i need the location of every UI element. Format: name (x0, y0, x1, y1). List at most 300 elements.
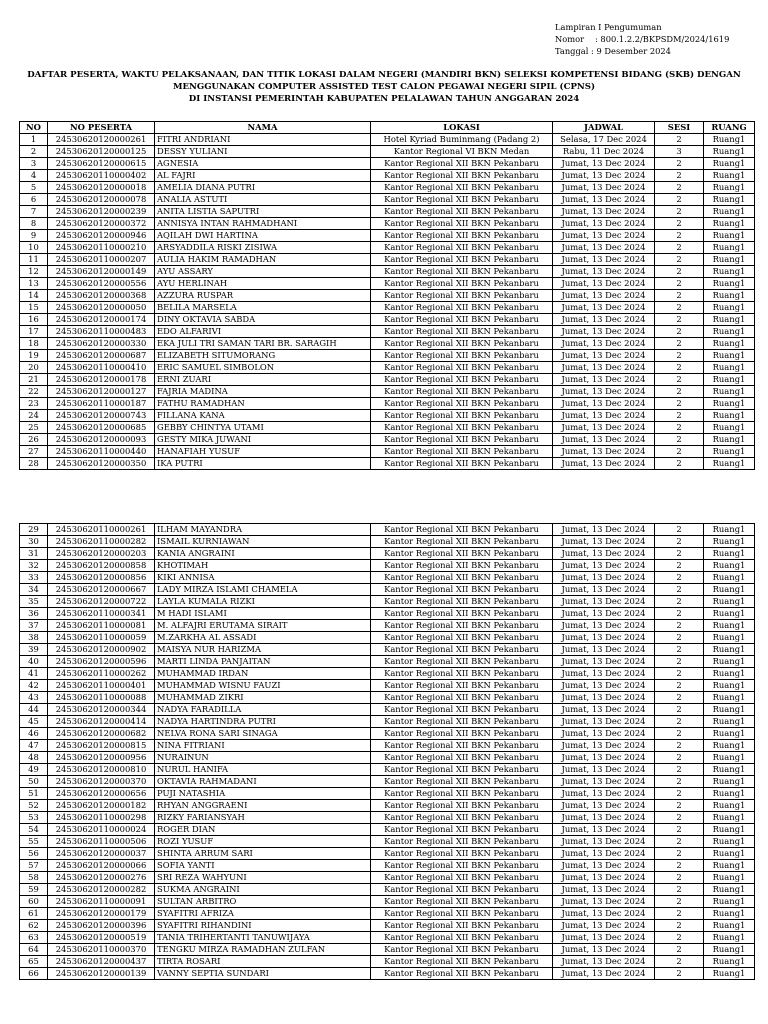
cell-lokasi: Kantor Regional XII BKN Pekanbaru (371, 458, 553, 470)
cell-sesi: 2 (655, 410, 704, 422)
cell-jadwal: Jumat, 13 Dec 2024 (553, 254, 655, 266)
table-row (20, 410, 755, 422)
cell-ruang: Ruang1 (704, 968, 755, 980)
cell-no-peserta: 24530620120000810 (48, 764, 155, 776)
cell-jadwal: Jumat, 13 Dec 2024 (553, 836, 655, 848)
cell-lokasi: Kantor Regional XII BKN Pekanbaru (371, 716, 553, 728)
cell-ruang: Ruang1 (704, 218, 755, 230)
cell-no-peserta: 24530620110000261 (48, 524, 155, 536)
cell-ruang: Ruang1 (704, 170, 755, 182)
cell-no-peserta: 24530620120000596 (48, 656, 155, 668)
cell-jadwal: Jumat, 13 Dec 2024 (553, 908, 655, 920)
cell-nama: LAYLA KUMALA RIZKI (155, 596, 371, 608)
tanggal-label: Tanggal (555, 46, 589, 56)
cell-no: 31 (20, 548, 48, 560)
cell-nama: ELIZABETH SITUMORANG (155, 350, 371, 362)
cell-ruang: Ruang1 (704, 386, 755, 398)
cell-ruang: Ruang1 (704, 254, 755, 266)
cell-no-peserta: 24530620120000149 (48, 266, 155, 278)
cell-jadwal: Jumat, 13 Dec 2024 (553, 788, 655, 800)
cell-sesi: 2 (655, 242, 704, 254)
cell-sesi: 2 (655, 776, 704, 788)
cell-ruang: Ruang1 (704, 800, 755, 812)
cell-no: 65 (20, 956, 48, 968)
cell-lokasi: Kantor Regional XII BKN Pekanbaru (371, 422, 553, 434)
cell-no: 22 (20, 386, 48, 398)
cell-jadwal: Jumat, 13 Dec 2024 (553, 158, 655, 170)
cell-nama: SYAFITRI AFRIZA (155, 908, 371, 920)
table-row (20, 692, 755, 704)
cell-sesi: 2 (655, 170, 704, 182)
table-row (20, 422, 755, 434)
cell-no: 33 (20, 572, 48, 584)
cell-nama: MAISYA NUR HARIZMA (155, 644, 371, 656)
cell-no-peserta: 24530620110000370 (48, 944, 155, 956)
cell-lokasi: Kantor Regional XII BKN Pekanbaru (371, 374, 553, 386)
cell-ruang: Ruang1 (704, 194, 755, 206)
cell-ruang: Ruang1 (704, 620, 755, 632)
cell-no: 59 (20, 884, 48, 896)
cell-ruang: Ruang1 (704, 362, 755, 374)
cell-jadwal: Jumat, 13 Dec 2024 (553, 170, 655, 182)
cell-ruang: Ruang1 (704, 182, 755, 194)
cell-jadwal: Jumat, 13 Dec 2024 (553, 524, 655, 536)
table-row (20, 524, 755, 536)
cell-no-peserta: 24530620120000682 (48, 728, 155, 740)
cell-no: 32 (20, 560, 48, 572)
cell-no-peserta: 24530620120000174 (48, 314, 155, 326)
cell-jadwal: Jumat, 13 Dec 2024 (553, 548, 655, 560)
table-row (20, 560, 755, 572)
col-header-lokasi: LOKASI (371, 122, 553, 134)
cell-jadwal: Jumat, 13 Dec 2024 (553, 764, 655, 776)
cell-no: 60 (20, 896, 48, 908)
title-line-1: DAFTAR PESERTA, WAKTU PELAKSANAAN, DAN TITIK LOKASI DALAM NEGERI (MANDIRI BKN) SELEKSI KOMPETENSI BIDANG (SKB) DENGAN (27, 70, 741, 80)
cell-no: 55 (20, 836, 48, 848)
cell-lokasi: Kantor Regional XII BKN Pekanbaru (371, 932, 553, 944)
cell-ruang: Ruang1 (704, 896, 755, 908)
cell-lokasi: Kantor Regional XII BKN Pekanbaru (371, 170, 553, 182)
cell-lokasi: Kantor Regional XII BKN Pekanbaru (371, 230, 553, 242)
cell-jadwal: Jumat, 13 Dec 2024 (553, 410, 655, 422)
cell-no: 46 (20, 728, 48, 740)
cell-no: 15 (20, 302, 48, 314)
cell-sesi: 2 (655, 764, 704, 776)
cell-lokasi: Kantor Regional XII BKN Pekanbaru (371, 446, 553, 458)
cell-lokasi: Kantor Regional XII BKN Pekanbaru (371, 692, 553, 704)
cell-no-peserta: 24530620120000370 (48, 776, 155, 788)
cell-ruang: Ruang1 (704, 788, 755, 800)
cell-no: 7 (20, 206, 48, 218)
cell-lokasi: Kantor Regional XII BKN Pekanbaru (371, 920, 553, 932)
cell-lokasi: Kantor Regional XII BKN Pekanbaru (371, 386, 553, 398)
cell-nama: NURUL HANIFA (155, 764, 371, 776)
cell-nama: TIRTA ROSARI (155, 956, 371, 968)
cell-ruang: Ruang1 (704, 290, 755, 302)
cell-jadwal: Jumat, 13 Dec 2024 (553, 944, 655, 956)
cell-lokasi: Kantor Regional XII BKN Pekanbaru (371, 302, 553, 314)
cell-sesi: 2 (655, 194, 704, 206)
cell-ruang: Ruang1 (704, 242, 755, 254)
table-row (20, 398, 755, 410)
cell-no: 18 (20, 338, 48, 350)
cell-sesi: 2 (655, 668, 704, 680)
table-row (20, 572, 755, 584)
table-row (20, 158, 755, 170)
cell-sesi: 2 (655, 584, 704, 596)
nomor-line (555, 33, 729, 45)
cell-no: 28 (20, 458, 48, 470)
cell-nama: GEBBY CHINTYA UTAMI (155, 422, 371, 434)
table-row (20, 788, 755, 800)
cell-no-peserta: 24530620110000088 (48, 692, 155, 704)
cell-jadwal: Selasa, 17 Dec 2024 (553, 134, 655, 146)
table-row (20, 242, 755, 254)
cell-nama: M. ALFAJRI ERUTAMA SIRAIT (155, 620, 371, 632)
cell-sesi: 2 (655, 680, 704, 692)
cell-jadwal: Jumat, 13 Dec 2024 (553, 350, 655, 362)
cell-jadwal: Jumat, 13 Dec 2024 (553, 446, 655, 458)
cell-lokasi: Kantor Regional XII BKN Pekanbaru (371, 218, 553, 230)
table-row (20, 146, 755, 158)
cell-no: 19 (20, 350, 48, 362)
cell-no: 26 (20, 434, 48, 446)
cell-no: 56 (20, 848, 48, 860)
nomor-value: : 800.1.2.2/BKPSDM/2024/1619 (595, 34, 730, 44)
cell-no: 11 (20, 254, 48, 266)
cell-sesi: 2 (655, 836, 704, 848)
cell-lokasi: Kantor Regional XII BKN Pekanbaru (371, 632, 553, 644)
cell-jadwal: Jumat, 13 Dec 2024 (553, 740, 655, 752)
table-row (20, 278, 755, 290)
cell-nama: ERNI ZUARI (155, 374, 371, 386)
cell-nama: AYU ASSARY (155, 266, 371, 278)
cell-no-peserta: 24530620110000207 (48, 254, 155, 266)
table-row (20, 254, 755, 266)
cell-sesi: 2 (655, 572, 704, 584)
cell-ruang: Ruang1 (704, 932, 755, 944)
participant-table-part-2 (19, 523, 755, 980)
table-row (20, 800, 755, 812)
cell-lokasi: Kantor Regional XII BKN Pekanbaru (371, 572, 553, 584)
cell-no: 37 (20, 620, 48, 632)
cell-sesi: 2 (655, 956, 704, 968)
cell-jadwal: Jumat, 13 Dec 2024 (553, 632, 655, 644)
cell-no: 8 (20, 218, 48, 230)
cell-nama: SYAFITRI RIHANDINI (155, 920, 371, 932)
cell-lokasi: Kantor Regional XII BKN Pekanbaru (371, 524, 553, 536)
cell-sesi: 2 (655, 788, 704, 800)
cell-lokasi: Kantor Regional XII BKN Pekanbaru (371, 620, 553, 632)
cell-ruang: Ruang1 (704, 446, 755, 458)
cell-no: 40 (20, 656, 48, 668)
cell-ruang: Ruang1 (704, 158, 755, 170)
cell-nama: AL FAJRI (155, 170, 371, 182)
cell-sesi: 2 (655, 824, 704, 836)
cell-sesi: 2 (655, 620, 704, 632)
table-row (20, 434, 755, 446)
cell-lokasi: Kantor Regional XII BKN Pekanbaru (371, 848, 553, 860)
cell-no-peserta: 24530620120000667 (48, 584, 155, 596)
cell-sesi: 2 (655, 860, 704, 872)
cell-jadwal: Jumat, 13 Dec 2024 (553, 314, 655, 326)
cell-no-peserta: 24530620110000091 (48, 896, 155, 908)
cell-ruang: Ruang1 (704, 338, 755, 350)
table-row (20, 704, 755, 716)
cell-jadwal: Jumat, 13 Dec 2024 (553, 896, 655, 908)
cell-nama: SULTAN ARBITRO (155, 896, 371, 908)
cell-sesi: 2 (655, 434, 704, 446)
cell-ruang: Ruang1 (704, 704, 755, 716)
table-row (20, 374, 755, 386)
table-row (20, 752, 755, 764)
cell-no: 2 (20, 146, 48, 158)
cell-nama: MUHAMMAD IRDAN (155, 668, 371, 680)
cell-nama: ANALIA ASTUTI (155, 194, 371, 206)
cell-sesi: 2 (655, 302, 704, 314)
cell-no: 4 (20, 170, 48, 182)
cell-lokasi: Kantor Regional XII BKN Pekanbaru (371, 884, 553, 896)
cell-jadwal: Jumat, 13 Dec 2024 (553, 956, 655, 968)
cell-jadwal: Jumat, 13 Dec 2024 (553, 278, 655, 290)
attachment-line: Lampiran I Pengumuman (555, 22, 662, 32)
cell-nama: ILHAM MAYANDRA (155, 524, 371, 536)
cell-no-peserta: 24530620120000956 (48, 752, 155, 764)
cell-nama: FILLANA KANA (155, 410, 371, 422)
cell-nama: OKTAVIA RAHMADANI (155, 776, 371, 788)
cell-ruang: Ruang1 (704, 584, 755, 596)
cell-sesi: 2 (655, 350, 704, 362)
cell-nama: NURAINUN (155, 752, 371, 764)
table-row (20, 548, 755, 560)
cell-sesi: 2 (655, 728, 704, 740)
cell-nama: DESSY YULIANI (155, 146, 371, 158)
table-row (20, 908, 755, 920)
cell-nama: MUHAMMAD ZIKRI (155, 692, 371, 704)
cell-lokasi: Kantor Regional XII BKN Pekanbaru (371, 560, 553, 572)
cell-sesi: 2 (655, 716, 704, 728)
cell-sesi: 2 (655, 290, 704, 302)
cell-sesi: 2 (655, 908, 704, 920)
cell-nama: BELILA MARSELA (155, 302, 371, 314)
cell-nama: FITRI ANDRIANI (155, 134, 371, 146)
cell-nama: M.ZARKHA AL ASSADI (155, 632, 371, 644)
table-row (20, 290, 755, 302)
cell-lokasi: Kantor Regional XII BKN Pekanbaru (371, 362, 553, 374)
cell-lokasi: Kantor Regional XII BKN Pekanbaru (371, 944, 553, 956)
table-row (20, 596, 755, 608)
cell-jadwal: Jumat, 13 Dec 2024 (553, 230, 655, 242)
cell-sesi: 2 (655, 608, 704, 620)
cell-no: 63 (20, 932, 48, 944)
cell-sesi: 2 (655, 182, 704, 194)
cell-sesi: 2 (655, 218, 704, 230)
cell-jadwal: Jumat, 13 Dec 2024 (553, 434, 655, 446)
cell-no: 29 (20, 524, 48, 536)
cell-no: 64 (20, 944, 48, 956)
cell-no: 27 (20, 446, 48, 458)
cell-ruang: Ruang1 (704, 860, 755, 872)
cell-sesi: 2 (655, 884, 704, 896)
cell-nama: DINY OKTAVIA SABDA (155, 314, 371, 326)
cell-ruang: Ruang1 (704, 644, 755, 656)
table-row (20, 446, 755, 458)
cell-sesi: 2 (655, 740, 704, 752)
cell-nama: EKA JULI TRI SAMAN TARI BR. SARAGIH (155, 338, 371, 350)
table-row (20, 386, 755, 398)
cell-sesi: 2 (655, 896, 704, 908)
cell-ruang: Ruang1 (704, 812, 755, 824)
cell-nama: TANIA TRIHERTANTI TANUWIJAYA (155, 932, 371, 944)
cell-no-peserta: 24530620120000743 (48, 410, 155, 422)
cell-ruang: Ruang1 (704, 920, 755, 932)
cell-nama: VANNY SEPTIA SUNDARI (155, 968, 371, 980)
table-row (20, 182, 755, 194)
cell-nama: EDO ALFARIVI (155, 326, 371, 338)
cell-sesi: 2 (655, 632, 704, 644)
table-row (20, 230, 755, 242)
cell-ruang: Ruang1 (704, 692, 755, 704)
cell-sesi: 2 (655, 800, 704, 812)
cell-ruang: Ruang1 (704, 872, 755, 884)
cell-lokasi: Kantor Regional XII BKN Pekanbaru (371, 434, 553, 446)
cell-lokasi: Kantor Regional XII BKN Pekanbaru (371, 608, 553, 620)
cell-no-peserta: 24530620110000410 (48, 362, 155, 374)
cell-ruang: Ruang1 (704, 848, 755, 860)
cell-sesi: 2 (655, 230, 704, 242)
cell-ruang: Ruang1 (704, 740, 755, 752)
cell-sesi: 2 (655, 266, 704, 278)
cell-jadwal: Jumat, 13 Dec 2024 (553, 242, 655, 254)
cell-sesi: 2 (655, 134, 704, 146)
cell-ruang: Ruang1 (704, 422, 755, 434)
cell-no: 48 (20, 752, 48, 764)
cell-ruang: Ruang1 (704, 350, 755, 362)
cell-sesi: 2 (655, 524, 704, 536)
table-row (20, 656, 755, 668)
table-row (20, 920, 755, 932)
cell-jadwal: Jumat, 13 Dec 2024 (553, 668, 655, 680)
cell-no: 41 (20, 668, 48, 680)
table-row (20, 620, 755, 632)
cell-no: 38 (20, 632, 48, 644)
cell-nama: AGNESIA (155, 158, 371, 170)
cell-no: 21 (20, 374, 48, 386)
cell-no: 42 (20, 680, 48, 692)
cell-no: 23 (20, 398, 48, 410)
cell-nama: LADY MIRZA ISLAMI CHAMELA (155, 584, 371, 596)
cell-nama: ERIC SAMUEL SIMBOLON (155, 362, 371, 374)
table-row (20, 716, 755, 728)
cell-jadwal: Jumat, 13 Dec 2024 (553, 536, 655, 548)
cell-lokasi: Kantor Regional XII BKN Pekanbaru (371, 278, 553, 290)
cell-sesi: 2 (655, 278, 704, 290)
cell-no-peserta: 24530620120000656 (48, 788, 155, 800)
cell-jadwal: Jumat, 13 Dec 2024 (553, 266, 655, 278)
cell-no-peserta: 24530620120000178 (48, 374, 155, 386)
cell-lokasi: Kantor Regional XII BKN Pekanbaru (371, 536, 553, 548)
table-row (20, 764, 755, 776)
cell-no-peserta: 24530620110000210 (48, 242, 155, 254)
col-header-no-peserta: NO PESERTA (48, 122, 155, 134)
cell-ruang: Ruang1 (704, 668, 755, 680)
cell-sesi: 2 (655, 536, 704, 548)
cell-no: 53 (20, 812, 48, 824)
table-row (20, 608, 755, 620)
cell-jadwal: Jumat, 13 Dec 2024 (553, 620, 655, 632)
cell-no-peserta: 24530620120000050 (48, 302, 155, 314)
cell-no-peserta: 24530620110000440 (48, 446, 155, 458)
nomor-label: Nomor (555, 34, 585, 44)
cell-sesi: 2 (655, 386, 704, 398)
cell-sesi: 2 (655, 314, 704, 326)
cell-no-peserta: 24530620120000687 (48, 350, 155, 362)
cell-nama: AULIA HAKIM RAMADHAN (155, 254, 371, 266)
cell-nama: MUHAMMAD WISNU FAUZI (155, 680, 371, 692)
cell-nama: FATHU RAMADHAN (155, 398, 371, 410)
cell-sesi: 2 (655, 932, 704, 944)
cell-no: 14 (20, 290, 48, 302)
cell-jadwal: Jumat, 13 Dec 2024 (553, 848, 655, 860)
cell-no-peserta: 24530620110000506 (48, 836, 155, 848)
cell-lokasi: Kantor Regional XII BKN Pekanbaru (371, 788, 553, 800)
col-header-ruang: RUANG (704, 122, 755, 134)
table-row (20, 848, 755, 860)
cell-ruang: Ruang1 (704, 230, 755, 242)
cell-lokasi: Kantor Regional XII BKN Pekanbaru (371, 872, 553, 884)
cell-nama: NADYA FARADILLA (155, 704, 371, 716)
cell-no-peserta: 24530620110000262 (48, 668, 155, 680)
cell-no-peserta: 24530620110000081 (48, 620, 155, 632)
cell-no: 12 (20, 266, 48, 278)
cell-no-peserta: 24530620120000902 (48, 644, 155, 656)
cell-no-peserta: 24530620120000078 (48, 194, 155, 206)
table-row (20, 776, 755, 788)
table-row (20, 218, 755, 230)
cell-jadwal: Jumat, 13 Dec 2024 (553, 800, 655, 812)
participant-table-part-1 (19, 121, 755, 470)
cell-sesi: 2 (655, 548, 704, 560)
cell-ruang: Ruang1 (704, 632, 755, 644)
cell-ruang: Ruang1 (704, 302, 755, 314)
cell-jadwal: Jumat, 13 Dec 2024 (553, 572, 655, 584)
cell-ruang: Ruang1 (704, 398, 755, 410)
cell-no: 62 (20, 920, 48, 932)
cell-no-peserta: 24530620120000037 (48, 848, 155, 860)
cell-no-peserta: 24530620120000437 (48, 956, 155, 968)
table-row (20, 536, 755, 548)
cell-ruang: Ruang1 (704, 524, 755, 536)
document-header (555, 21, 729, 57)
cell-sesi: 2 (655, 158, 704, 170)
cell-sesi: 2 (655, 872, 704, 884)
cell-jadwal: Jumat, 13 Dec 2024 (553, 362, 655, 374)
cell-sesi: 2 (655, 326, 704, 338)
cell-jadwal: Jumat, 13 Dec 2024 (553, 206, 655, 218)
cell-ruang: Ruang1 (704, 716, 755, 728)
cell-lokasi: Kantor Regional XII BKN Pekanbaru (371, 206, 553, 218)
cell-no: 57 (20, 860, 48, 872)
cell-no-peserta: 24530620110000024 (48, 824, 155, 836)
cell-no-peserta: 24530620110000059 (48, 632, 155, 644)
cell-no-peserta: 24530620120000066 (48, 860, 155, 872)
table-row (20, 206, 755, 218)
cell-lokasi: Kantor Regional XII BKN Pekanbaru (371, 704, 553, 716)
table-row (20, 302, 755, 314)
cell-lokasi: Kantor Regional XII BKN Pekanbaru (371, 776, 553, 788)
cell-nama: NELVA RONA SARI SINAGA (155, 728, 371, 740)
cell-no-peserta: 24530620120000815 (48, 740, 155, 752)
